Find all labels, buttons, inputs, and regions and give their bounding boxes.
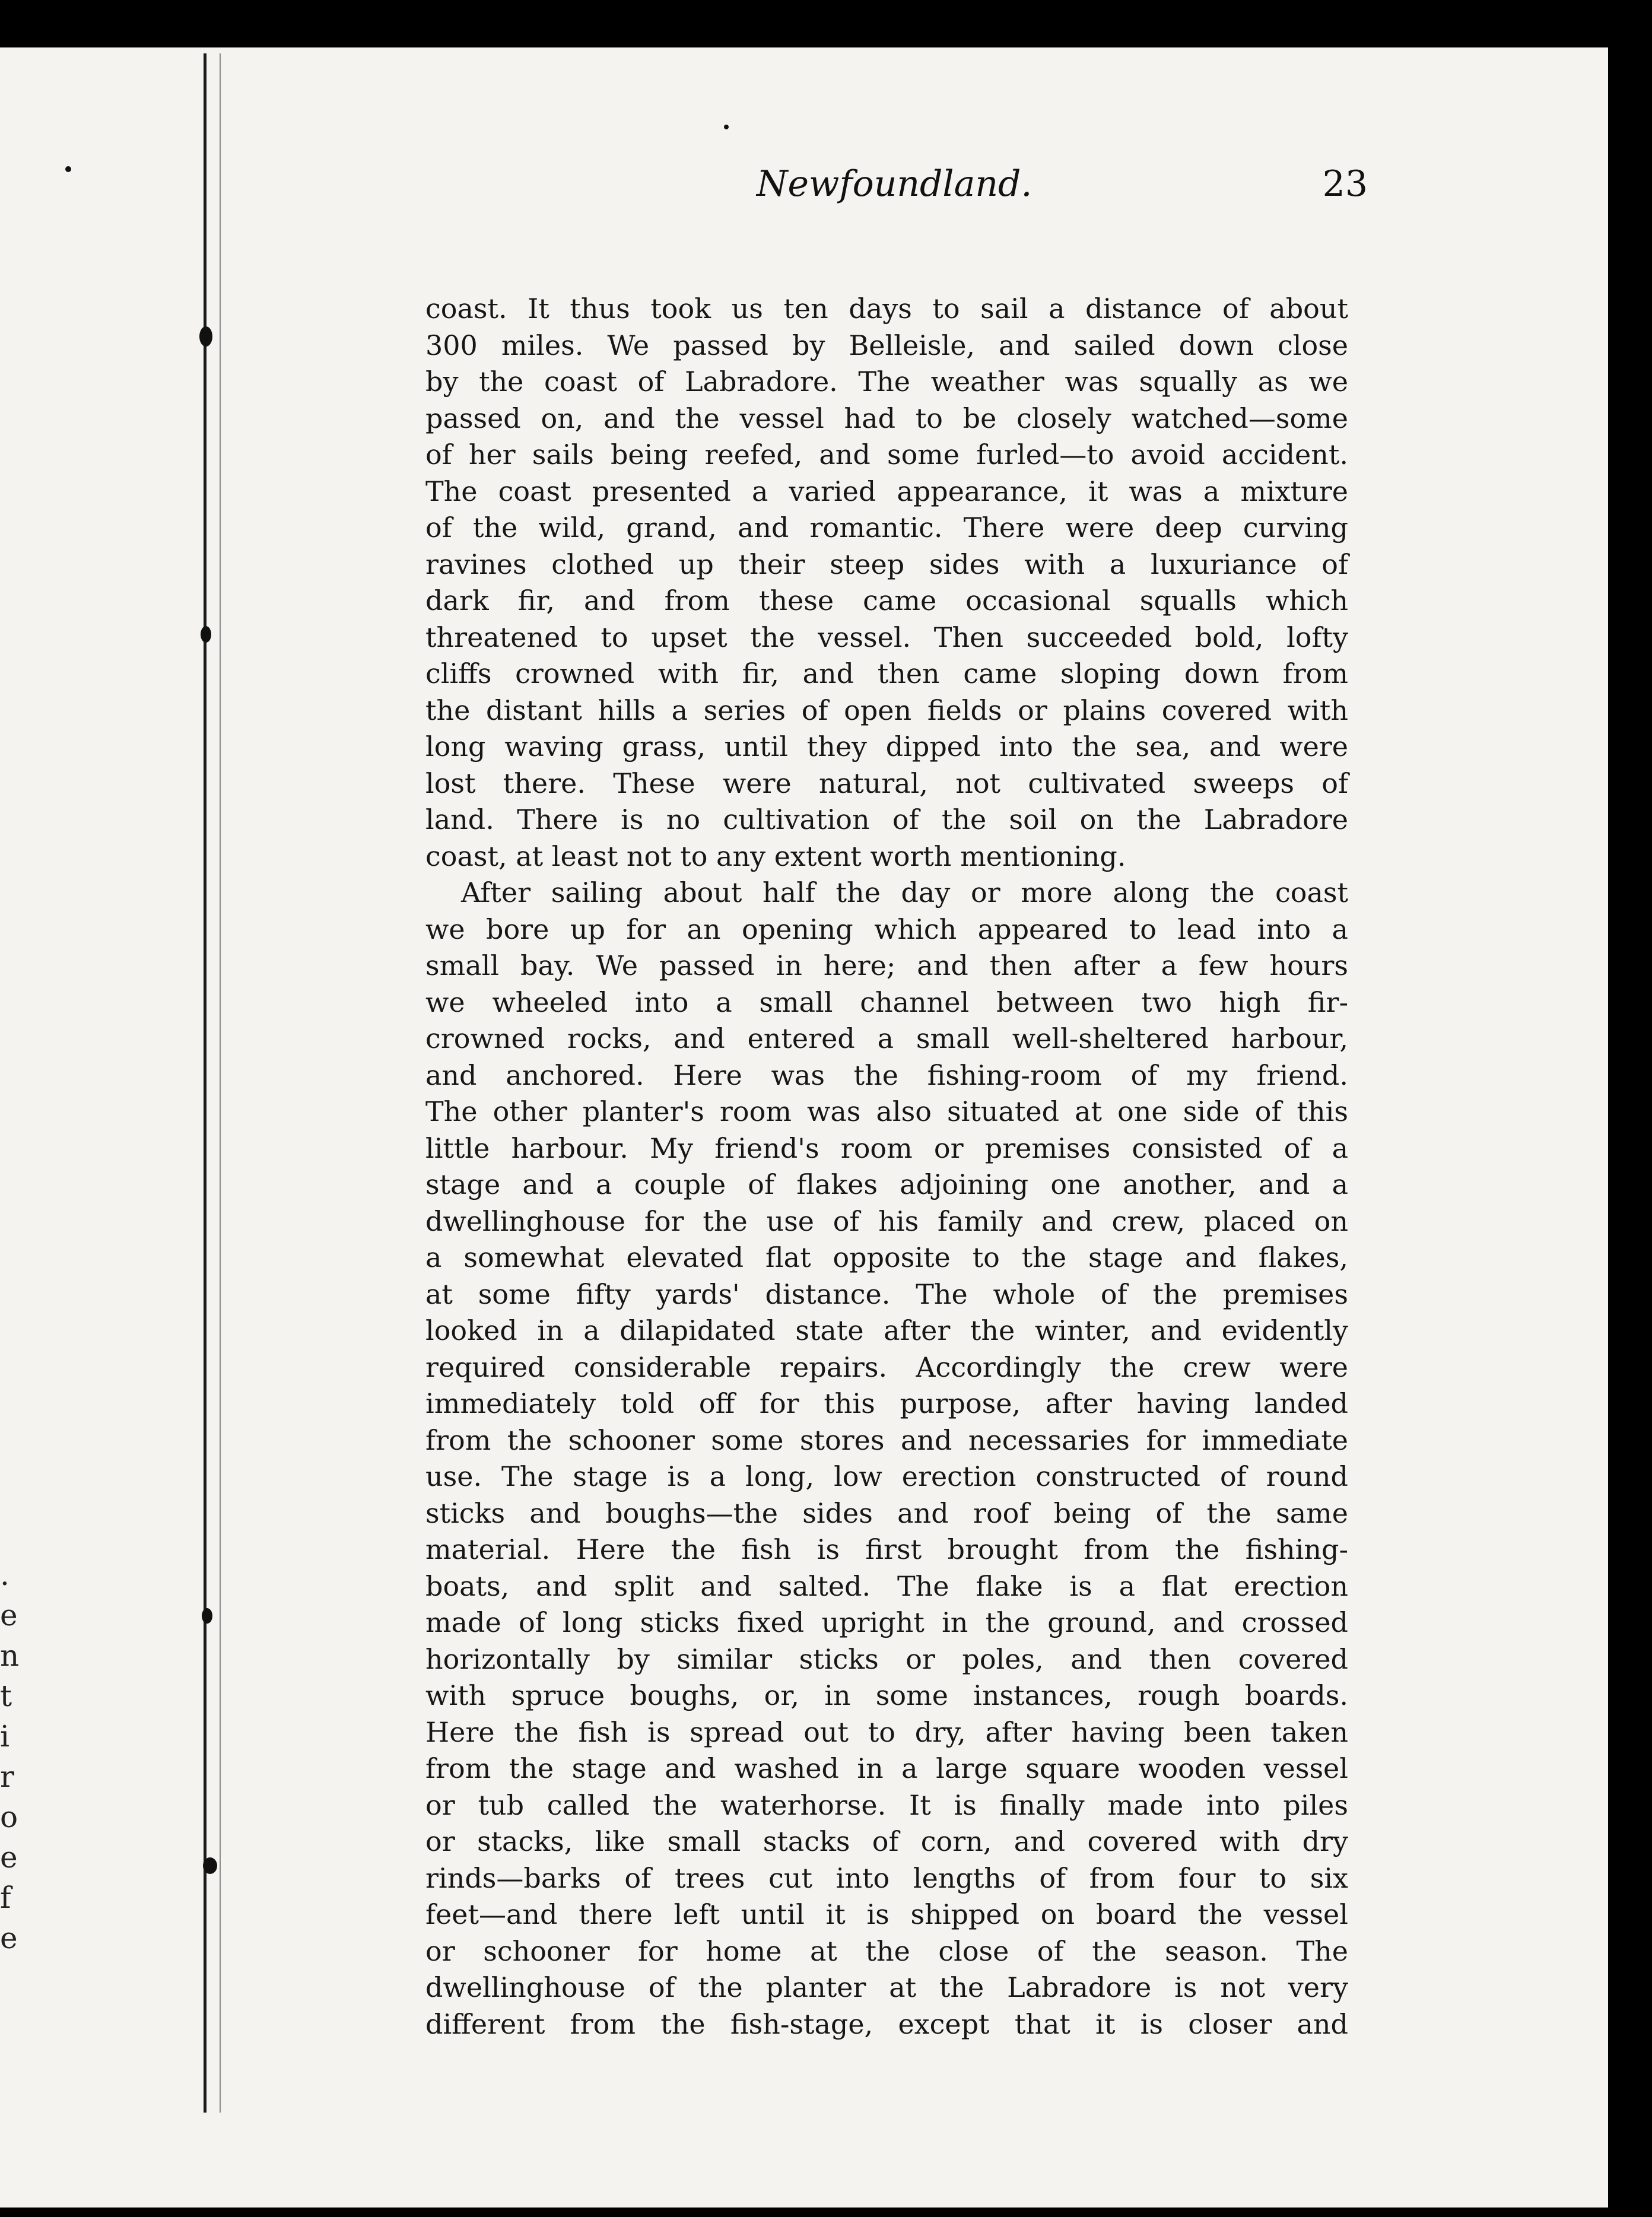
text-line: stage and a couple of flakes adjoining one another, and a [425, 1168, 1348, 1200]
text-line: the distant hills a series of open fields or plains covered with [425, 694, 1348, 726]
text-line: and anchored. Here was the fishing-room of my friend. [425, 1059, 1348, 1091]
margin-fragment: r [0, 1759, 14, 1794]
margin-fragment: e [0, 1598, 18, 1632]
text-line: immediately told off for this purpose, after having landed [425, 1387, 1348, 1419]
text-line: required considerable repairs. Accordingly the crew were [425, 1351, 1348, 1383]
page-number: 23 [1322, 163, 1368, 205]
text-line: dark fir, and from these came occasional squalls which [425, 585, 1348, 617]
text-line: dwellinghouse of the planter at the Labradore is not very [425, 1971, 1348, 2003]
text-line: cliffs crowned with fir, and then came sloping down from [425, 658, 1348, 690]
binding-mark [201, 626, 211, 643]
text-line: coast. It thus took us ten days to sail a distance of about [425, 293, 1348, 325]
text-line: lost there. These were natural, not cultivated sweeps of [425, 767, 1348, 799]
running-header [757, 160, 1368, 214]
text-line: coast, at least not to any extent worth mentioning. [425, 840, 1126, 872]
text-line: The other planter's room was also situated at one side of this [425, 1095, 1348, 1127]
text-line: little harbour. My friend's room or premises consisted of a [425, 1132, 1348, 1164]
margin-fragment: i [0, 1719, 9, 1754]
text-line: looked in a dilapidated state after the winter, and evidently [425, 1314, 1348, 1346]
text-line: boats, and split and salted. The flake is a flat erection [425, 1570, 1348, 1602]
text-line: from the stage and washed in a large square wooden vessel [425, 1752, 1348, 1784]
text-line: sticks and boughs—the sides and roof being of the same [425, 1497, 1348, 1529]
text-line: feet—and there left until it is shipped on board the vessel [425, 1898, 1348, 1930]
text-line: or tub called the waterhorse. It is finally made into piles [425, 1789, 1348, 1821]
text-line: of the wild, grand, and romantic. There were deep curving [425, 512, 1348, 544]
running-title: Newfoundland. [757, 163, 1032, 205]
page-edge-line [220, 53, 221, 2113]
text-line: or stacks, like small stacks of corn, and covered with dry [425, 1825, 1348, 1857]
text-line: small bay. We passed in here; and then after a few hours [425, 949, 1348, 982]
text-line: we wheeled into a small channel between two high fir- [425, 986, 1348, 1018]
text-line: a somewhat elevated flat opposite to the stage and flakes, [425, 1241, 1348, 1273]
text-line: rinds—barks of trees cut into lengths of from four to six [425, 1862, 1348, 1894]
binding-mark [203, 1857, 217, 1874]
margin-fragment: o [0, 1800, 18, 1834]
text-line: The coast presented a varied appearance, it was a mixture [425, 475, 1348, 507]
text-line: material. Here the fish is first brought from the fishing- [425, 1533, 1348, 1565]
text-line: different from the fish-stage, except that it is closer and [425, 2008, 1348, 2040]
margin-fragment: . [0, 1558, 9, 1592]
binding-mark [202, 1608, 212, 1624]
body-text [425, 291, 1348, 2043]
margin-fragment: e [0, 1921, 18, 1955]
speck [724, 125, 729, 129]
adjacent-page-fragments [0, 1555, 18, 1958]
text-line: at some fifty yards' distance. The whole of the premises [425, 1278, 1348, 1310]
speck [65, 166, 71, 172]
page-gutter-line [204, 53, 206, 2113]
margin-fragment: e [0, 1840, 18, 1875]
text-line: crowned rocks, and entered a small well-sheltered harbour, [425, 1022, 1348, 1054]
text-line: use. The stage is a long, low erection constructed of round [425, 1460, 1348, 1492]
margin-fragment: n [0, 1638, 20, 1673]
text-line: by the coast of Labradore. The weather was squally as we [425, 366, 1348, 398]
text-line: ravines clothed up their steep sides with a luxuriance of [425, 548, 1348, 580]
text-line: long waving grass, until they dipped into the sea, and were [425, 730, 1348, 763]
text-line: horizontally by similar sticks or poles, and then covered [425, 1643, 1348, 1675]
text-line: with spruce boughs, or, in some instances, rough boards. [425, 1679, 1348, 1711]
text-line: made of long sticks fixed upright in the ground, and crossed [425, 1606, 1348, 1638]
text-line: 300 miles. We passed by Belleisle, and sailed down close [425, 329, 1348, 361]
text-line: After sailing about half the day or more along the coast [461, 876, 1348, 909]
binding-mark [199, 326, 212, 347]
text-line: from the schooner some stores and necessaries for immediate [425, 1424, 1348, 1456]
margin-fragment: f [0, 1881, 11, 1915]
text-line: dwellinghouse for the use of his family and crew, placed on [425, 1205, 1348, 1237]
text-line: threatened to upset the vessel. Then succeeded bold, lofty [425, 621, 1348, 653]
book-page [0, 47, 1608, 2208]
text-line: land. There is no cultivation of the soil on the Labradore [425, 803, 1348, 836]
margin-fragment: t [0, 1679, 12, 1713]
text-line: passed on, and the vessel had to be closely watched—some [425, 402, 1348, 434]
text-line: we bore up for an opening which appeared to lead into a [425, 913, 1348, 945]
text-line: Here the fish is spread out to dry, after having been taken [425, 1716, 1348, 1748]
text-line: of her sails being reefed, and some furled—to avoid accident. [425, 439, 1348, 471]
text-line: or schooner for home at the close of the season. The [425, 1935, 1348, 1967]
